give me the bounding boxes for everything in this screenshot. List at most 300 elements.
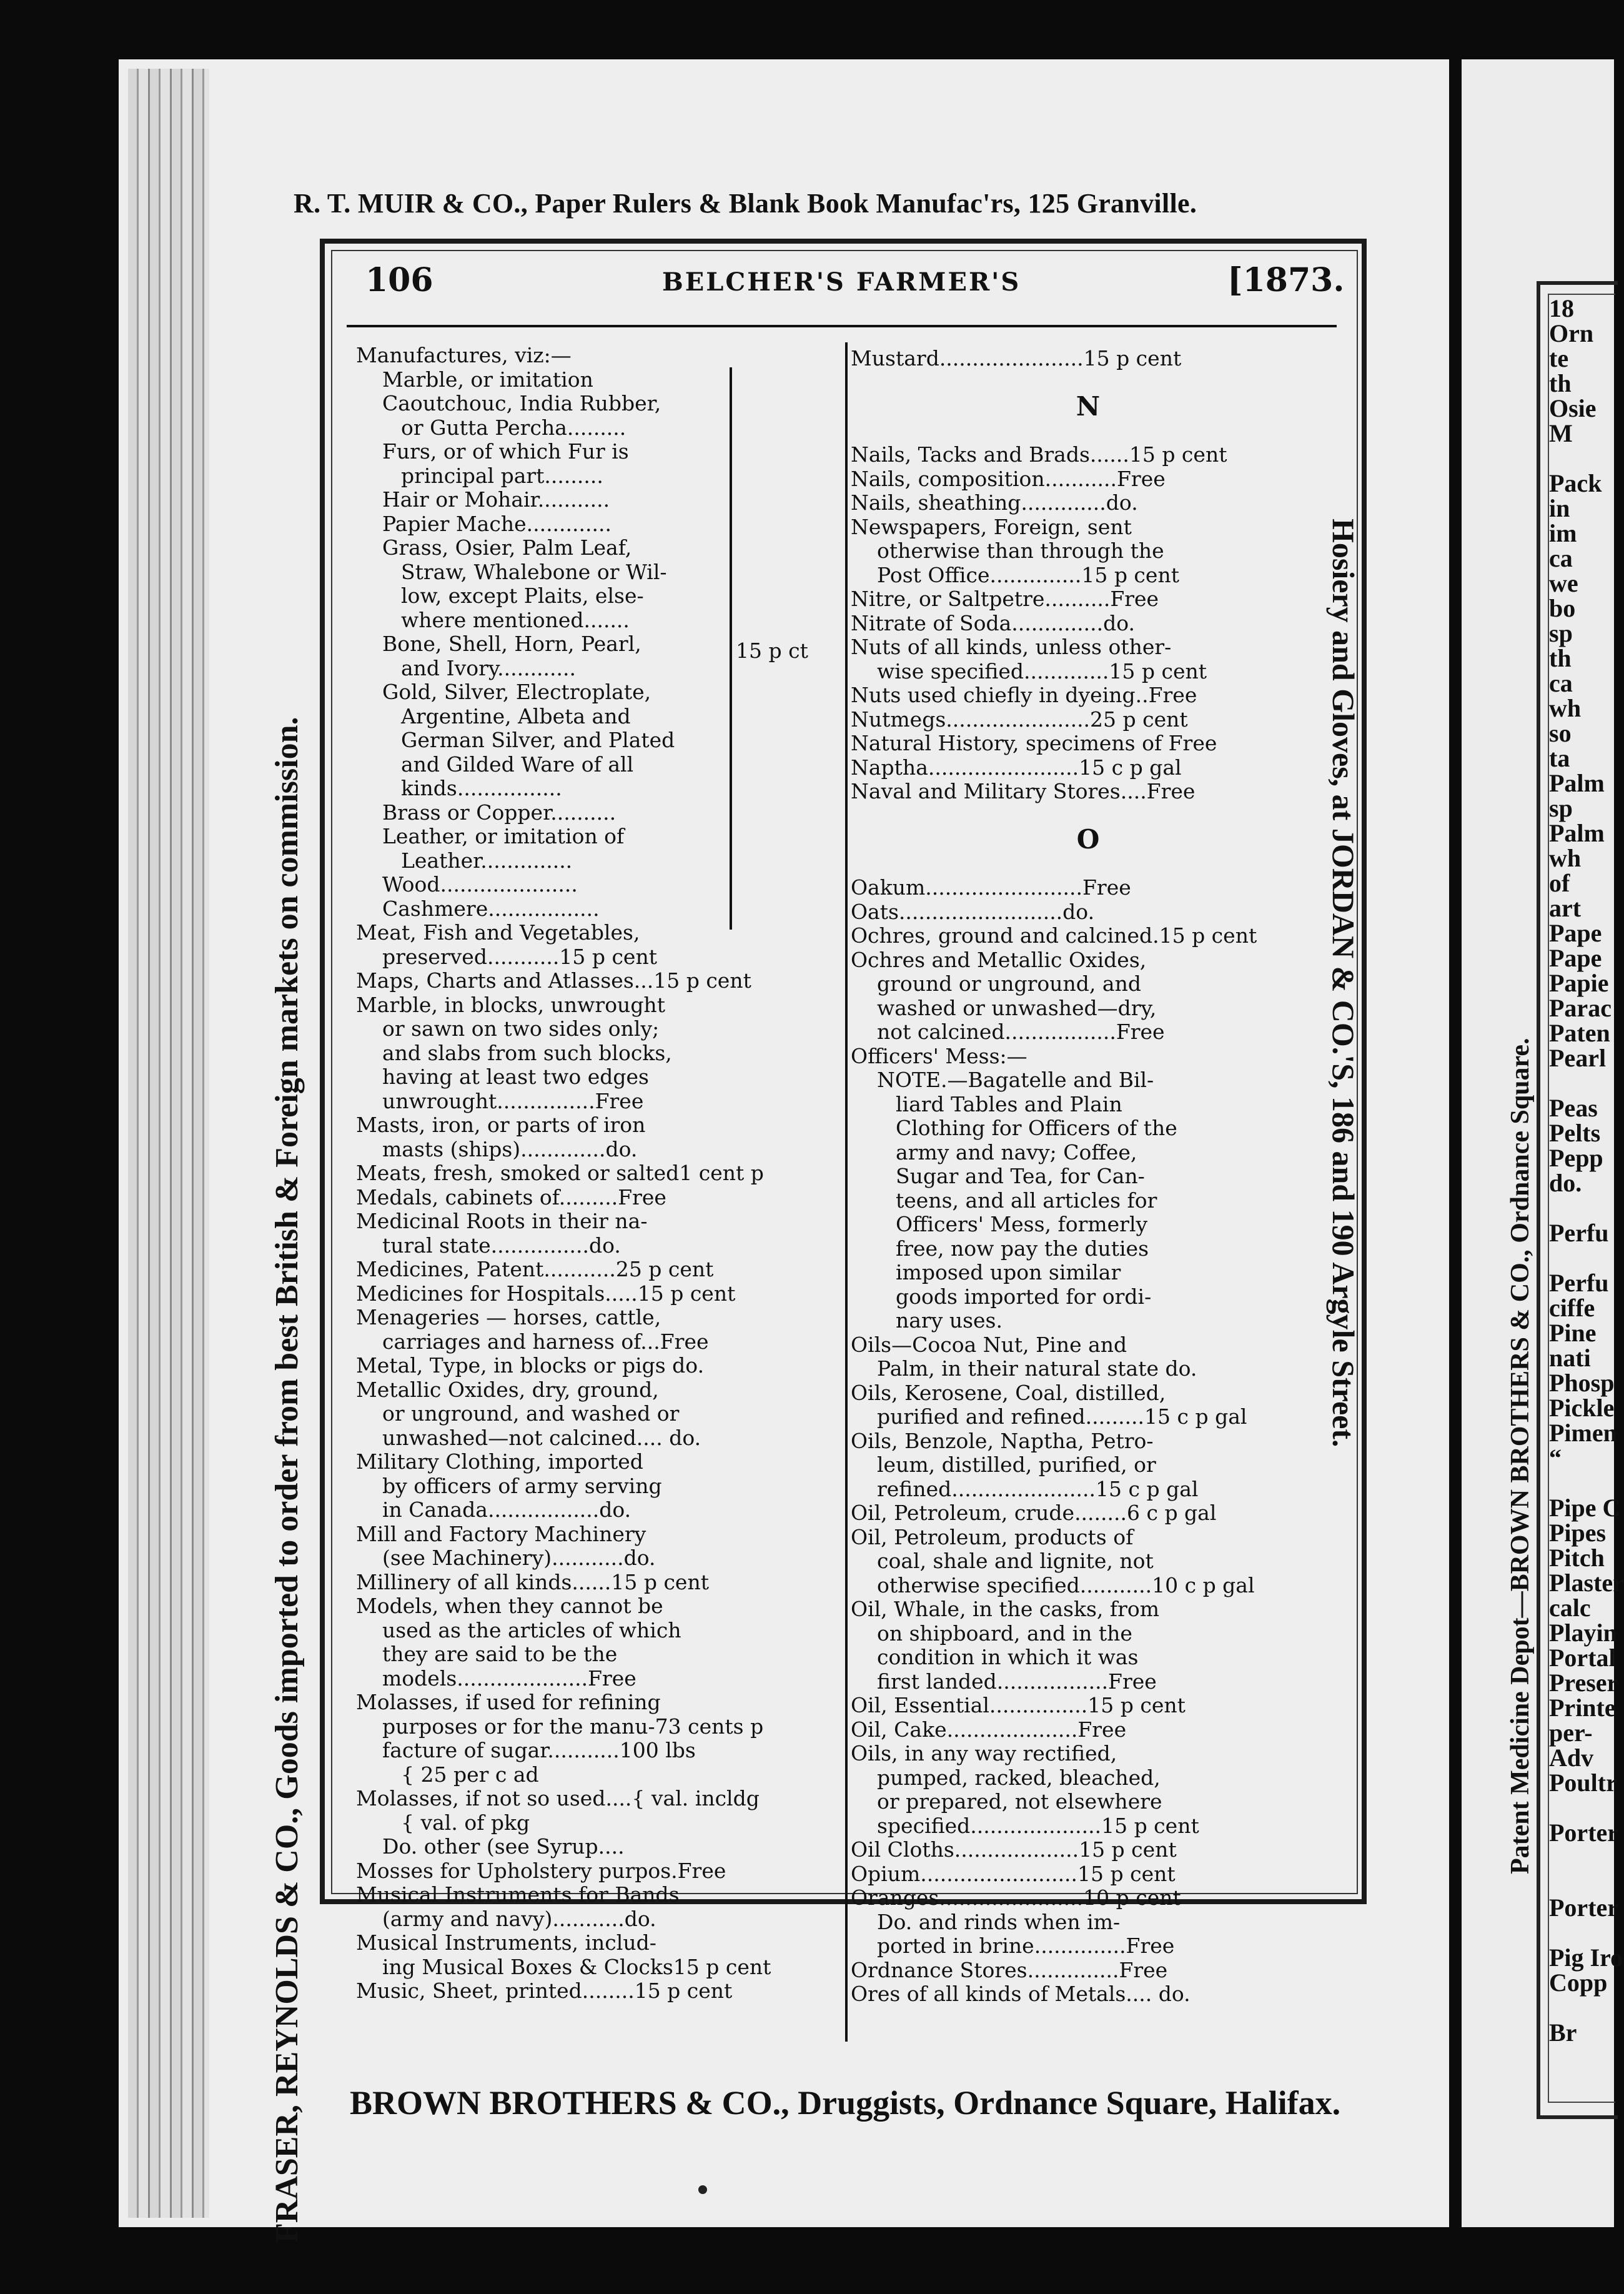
tariff-entry xyxy=(851,1116,1325,1141)
tariff-entry xyxy=(356,1642,818,1667)
manufactures-brace-value: 15 p ct xyxy=(736,638,808,663)
next-page-fragment: nati xyxy=(1549,1344,1591,1372)
next-page-fragment: calc xyxy=(1549,1594,1591,1622)
tariff-entry xyxy=(851,1718,1325,1742)
tariff-entry xyxy=(356,1090,818,1114)
tariff-entry xyxy=(356,1835,818,1859)
ink-speck xyxy=(698,2185,707,2194)
section-letter xyxy=(851,824,1325,855)
next-page-fragment: Palm xyxy=(1549,819,1605,847)
entry-text: Nails, composition...........Free xyxy=(851,466,1166,491)
entry-text: Masts, iron, or parts of iron xyxy=(356,1113,646,1137)
right-column xyxy=(851,347,1325,2007)
entry-text: Medals, cabinets of.........Free xyxy=(356,1184,666,1209)
tariff-entry xyxy=(851,1285,1325,1309)
next-page-fragment: Pepp xyxy=(1549,1144,1603,1172)
entry-text: Mill and Factory Machinery xyxy=(356,1521,646,1546)
tariff-entry xyxy=(851,683,1325,708)
tariff-entry xyxy=(356,1546,818,1571)
top-advertisement: R. T. MUIR & CO., Paper Rulers & Blank Book Manufac'rs, 125 Granville. xyxy=(294,188,1197,219)
entry-text: Manufactures, viz:— xyxy=(356,343,572,367)
tariff-entry xyxy=(851,924,1325,948)
entry-text: Naval and Military Stores....Free xyxy=(851,779,1196,803)
next-page-fragment: Portal xyxy=(1549,1644,1616,1672)
tariff-entry xyxy=(851,780,1325,804)
entry-text: Millinery of all kinds......15 p cent xyxy=(356,1569,709,1594)
next-page-fragment: Pipe C xyxy=(1549,1494,1621,1522)
tariff-entry xyxy=(356,344,818,368)
next-page-fragment: 18 xyxy=(1549,294,1574,322)
entry-text: Nails, Tacks and Brads......15 p cent xyxy=(851,442,1227,467)
tariff-entry xyxy=(851,1766,1325,1790)
tariff-entry xyxy=(851,1357,1325,1381)
next-page-fragment: Pipes xyxy=(1549,1519,1607,1547)
entry-text: Nutmegs......................25 p cent xyxy=(851,707,1188,732)
entry-text: not calcined.................Free xyxy=(877,1020,1165,1044)
entry-text: Argentine, Albeta and xyxy=(401,703,631,728)
tariff-entry xyxy=(356,1474,818,1499)
entry-text: used as the articles of which xyxy=(382,1617,681,1642)
tariff-entry xyxy=(356,825,818,849)
next-page-fragment: Printe xyxy=(1549,1694,1616,1722)
tariff-entry xyxy=(851,1574,1325,1598)
tariff-entry xyxy=(851,1959,1325,1983)
tariff-entry xyxy=(851,515,1325,540)
page-number: 106 xyxy=(365,261,433,299)
tariff-entry xyxy=(851,564,1325,588)
entry-text: (army and navy)...........do. xyxy=(382,1906,656,1931)
entry-text: coal, shale and lignite, not xyxy=(877,1549,1154,1573)
tariff-entry xyxy=(356,440,818,464)
tariff-entry xyxy=(356,608,818,633)
tariff-entry xyxy=(851,1477,1325,1502)
entry-text: Nuts of all kinds, unless other- xyxy=(851,635,1172,659)
tariff-entry xyxy=(851,948,1325,973)
tariff-entry xyxy=(356,680,818,705)
tariff-entry xyxy=(851,1622,1325,1646)
entry-text: facture of sugar...........100 lbs xyxy=(382,1738,696,1762)
entry-text: Music, Sheet, printed........15 p cent xyxy=(356,1979,733,2003)
left-column xyxy=(356,344,818,2004)
tariff-entry xyxy=(356,849,818,873)
tariff-entry xyxy=(356,1282,818,1306)
tariff-entry xyxy=(851,1141,1325,1165)
entry-text: Gold, Silver, Electroplate, xyxy=(382,680,651,704)
right-vertical-advertisement-brown: Patent Medicine Depot—BROWN BROTHERS & CO., Ordnance Square. xyxy=(1506,1038,1535,1874)
next-page-fragment: wh xyxy=(1549,844,1582,872)
next-page-fragment: Porter xyxy=(1549,1819,1619,1847)
entry-text: Nitre, or Saltpetre..........Free xyxy=(851,587,1159,611)
tariff-entry xyxy=(851,660,1325,684)
entry-text: in Canada.................do. xyxy=(382,1497,631,1522)
entry-text: kinds................ xyxy=(401,776,562,800)
next-page-fragment: ca xyxy=(1549,669,1573,697)
entry-text: Leather, or imitation of xyxy=(382,824,625,848)
page-edge-binding xyxy=(128,69,209,2218)
tariff-entry xyxy=(356,584,818,608)
entry-text: carriages and harness of...Free xyxy=(382,1329,709,1354)
entry-text: Leather.............. xyxy=(401,848,573,873)
tariff-entry xyxy=(851,1429,1325,1454)
tariff-entry xyxy=(851,1189,1325,1213)
entry-text: { 25 per c ad xyxy=(401,1762,539,1787)
entry-text: Ochres, ground and calcined.15 p cent xyxy=(851,923,1257,948)
entry-text: otherwise specified...........10 c p gal xyxy=(877,1572,1255,1597)
entry-text: Ores of all kinds of Metals.... do. xyxy=(851,1982,1191,2006)
entry-text: Nails, sheathing.............do. xyxy=(851,490,1138,515)
tariff-entry xyxy=(851,708,1325,732)
next-page-fragment: Pig Iro xyxy=(1549,1944,1623,1972)
tariff-entry xyxy=(851,1934,1325,1959)
tariff-entry xyxy=(356,873,818,897)
next-page-fragment: ciffe xyxy=(1549,1294,1595,1322)
entry-text: Bone, Shell, Horn, Pearl, xyxy=(382,632,641,656)
entry-text: condition in which it was xyxy=(877,1645,1139,1669)
entry-text: Models, when they cannot be xyxy=(356,1594,663,1618)
tariff-entry xyxy=(356,728,818,753)
tariff-entry xyxy=(356,1498,818,1522)
entry-text: Medicines, Patent...........25 p cent xyxy=(356,1257,714,1281)
entry-text: Oil, Petroleum, crude........6 c p gal xyxy=(851,1501,1217,1525)
entry-text: liard Tables and Plain xyxy=(896,1091,1122,1116)
next-page-fragment: Perfu xyxy=(1549,1219,1609,1247)
tariff-entry xyxy=(851,1814,1325,1839)
right-vertical-advertisement-jordan: Hosiery and Gloves, at JORDAN & CO.'S, 186 and 190 Argyle Street. xyxy=(1326,519,1361,1447)
entry-text: by officers of army serving xyxy=(382,1473,662,1498)
entry-text: otherwise than through the xyxy=(877,539,1164,563)
next-page-fragment: “ xyxy=(1549,1444,1562,1472)
tariff-entry xyxy=(356,1113,818,1138)
next-page-fragment: ta xyxy=(1549,744,1570,772)
tariff-entry xyxy=(356,488,818,512)
tariff-entry xyxy=(851,587,1325,612)
next-page-fragment: Copp xyxy=(1549,1969,1608,1997)
tariff-entry xyxy=(356,1907,818,1932)
entry-text: O xyxy=(1076,824,1100,855)
entry-text: or unground, and washed or xyxy=(382,1401,680,1426)
tariff-entry xyxy=(851,732,1325,756)
entry-text: NOTE.—Bagatelle and Bil- xyxy=(877,1068,1154,1092)
entry-text: free, now pay the duties xyxy=(896,1236,1149,1261)
next-page-fragment: Parac xyxy=(1549,994,1612,1022)
entry-text: Medicines for Hospitals.....15 p cent xyxy=(356,1281,736,1306)
tariff-entry xyxy=(851,1309,1325,1333)
entry-text: Do. and rinds when im- xyxy=(877,1909,1121,1934)
entry-text: Caoutchouc, India Rubber, xyxy=(382,391,661,415)
tariff-entry xyxy=(356,512,818,537)
entry-text: models....................Free xyxy=(382,1666,636,1691)
entry-text: principal part......... xyxy=(401,463,603,488)
tariff-entry xyxy=(356,368,818,392)
entry-text: Ordnance Stores..............Free xyxy=(851,1957,1168,1982)
tariff-entry xyxy=(356,993,818,1018)
tariff-entry xyxy=(356,536,818,560)
tariff-entry xyxy=(356,1426,818,1451)
tariff-entry xyxy=(851,1790,1325,1814)
tariff-entry xyxy=(851,756,1325,780)
bottom-advertisement: BROWN BROTHERS & CO., Druggists, Ordnance Square, Halifax. xyxy=(350,2084,1341,2122)
entry-text: Officers' Mess:— xyxy=(851,1043,1027,1068)
next-page-fragment: Pape xyxy=(1549,944,1602,972)
tariff-entry xyxy=(851,1164,1325,1189)
tariff-entry xyxy=(851,1694,1325,1718)
entry-text: Officers' Mess, formerly xyxy=(896,1212,1148,1236)
tariff-entry xyxy=(851,852,1325,876)
next-page-fragment: in xyxy=(1549,494,1570,522)
tariff-entry xyxy=(356,1594,818,1619)
tariff-entry xyxy=(356,945,818,970)
entry-text: wise specified.............15 p cent xyxy=(877,658,1207,683)
tariff-entry xyxy=(356,632,818,657)
tariff-entry xyxy=(356,1955,818,1980)
next-page-fragment: Adv xyxy=(1549,1744,1594,1772)
tariff-entry xyxy=(356,1041,818,1066)
tariff-entry xyxy=(851,1020,1325,1045)
tariff-entry xyxy=(851,1549,1325,1574)
next-page-fragment: Pickle xyxy=(1549,1394,1615,1422)
entry-text: Oil, Petroleum, products of xyxy=(851,1524,1134,1549)
section-letter xyxy=(851,391,1325,422)
tariff-entry xyxy=(356,969,818,993)
tariff-entry xyxy=(851,1261,1325,1285)
entry-text: first landed.................Free xyxy=(877,1669,1157,1694)
entry-text: Brass or Copper.......... xyxy=(382,800,616,825)
entry-text: purposes or for the manu-73 cents p xyxy=(382,1714,764,1739)
tariff-entry xyxy=(851,539,1325,564)
tariff-entry xyxy=(356,1450,818,1474)
next-page-fragment: Playin xyxy=(1549,1619,1617,1647)
tariff-entry xyxy=(356,705,818,729)
tariff-entry xyxy=(356,753,818,777)
next-page-fragment: Porter xyxy=(1549,1894,1619,1922)
tariff-entry xyxy=(356,1017,818,1041)
tariff-entry xyxy=(356,1138,818,1162)
tariff-entry xyxy=(356,392,818,416)
entry-text: Musical Instruments for Bands xyxy=(356,1882,680,1907)
entry-text: and Gilded Ware of all xyxy=(401,752,634,777)
entry-text: Cashmere................. xyxy=(382,896,600,921)
tariff-entry xyxy=(356,1667,818,1691)
tariff-entry xyxy=(356,560,818,585)
tariff-entry xyxy=(356,1787,818,1811)
tariff-entry xyxy=(356,1186,818,1210)
header-rule xyxy=(347,325,1337,327)
entry-text: masts (ships).............do. xyxy=(382,1136,638,1161)
entry-text: pumped, racked, bleached, xyxy=(877,1765,1161,1790)
entry-text: Naptha.......................15 c p gal xyxy=(851,755,1182,780)
next-page-fragment: Orn xyxy=(1549,319,1594,347)
entry-text: Oils—Cocoa Nut, Pine and xyxy=(851,1332,1127,1357)
next-page-fragment: Perfu xyxy=(1549,1269,1609,1297)
tariff-entry xyxy=(356,1354,818,1378)
entry-text: Do. other (see Syrup.... xyxy=(382,1834,625,1859)
entry-text: ing Musical Boxes & Clocks15 p cent xyxy=(382,1954,771,1979)
entry-text: { val. of pkg xyxy=(401,1810,530,1835)
entry-text: where mentioned....... xyxy=(401,607,630,632)
tariff-entry xyxy=(356,921,818,945)
next-page-fragment: so xyxy=(1549,719,1572,747)
entry-text: Marble, in blocks, unwrought xyxy=(356,992,665,1017)
entry-text: Wood..................... xyxy=(382,872,578,896)
tariff-entry xyxy=(356,1234,818,1258)
tariff-entry xyxy=(851,1526,1325,1550)
tariff-entry xyxy=(356,416,818,440)
next-page-fragment: Br xyxy=(1549,2018,1577,2047)
tariff-entry xyxy=(851,1501,1325,1526)
entry-text: leum, distilled, purified, or xyxy=(877,1452,1156,1477)
tariff-entry xyxy=(851,612,1325,636)
entry-text: or Gutta Percha......... xyxy=(401,415,626,440)
entry-text: Mosses for Upholstery purpos.Free xyxy=(356,1858,726,1883)
entry-text: Clothing for Officers of the xyxy=(896,1116,1177,1140)
tariff-entry xyxy=(356,1330,818,1354)
tariff-entry xyxy=(851,1045,1325,1069)
running-title: BELCHER'S FARMER'S xyxy=(662,267,1021,297)
next-page-fragment: Phosp xyxy=(1549,1369,1615,1397)
entry-text: Musical Instruments, includ- xyxy=(356,1930,656,1955)
entry-text: Metallic Oxides, dry, ground, xyxy=(356,1377,659,1402)
tariff-entry xyxy=(356,1571,818,1595)
entry-text: preserved...........15 p cent xyxy=(382,944,657,969)
tariff-entry xyxy=(851,347,1325,371)
tariff-entry xyxy=(356,1402,818,1426)
tariff-entry xyxy=(851,467,1325,492)
entry-text: Menageries — horses, cattle, xyxy=(356,1305,661,1329)
entry-text: Oils, Kerosene, Coal, distilled, xyxy=(851,1380,1166,1405)
next-page-fragment: of xyxy=(1549,869,1570,897)
tariff-entry xyxy=(851,1453,1325,1477)
tariff-entry xyxy=(851,635,1325,660)
tariff-entry xyxy=(851,1333,1325,1358)
next-page-fragment: th xyxy=(1549,369,1572,397)
tariff-entry xyxy=(851,1742,1325,1766)
tariff-entry xyxy=(356,1258,818,1282)
next-page-fragment: sp xyxy=(1549,619,1573,647)
next-page-fragment: Peas xyxy=(1549,1094,1598,1122)
next-page-fragment: Poultr xyxy=(1549,1769,1617,1797)
tariff-entry xyxy=(356,1979,818,2004)
left-vertical-advertisement: FRASER, REYNOLDS & CO., Goods imported to order from best British & Foreign markets on commission. xyxy=(269,717,305,2243)
entry-text: German Silver, and Plated xyxy=(401,728,675,752)
next-page-fragment: sp xyxy=(1549,794,1573,822)
next-page-fragment: Preser xyxy=(1549,1669,1618,1697)
next-page-fragment: Palm xyxy=(1549,769,1605,797)
entry-text: Palm, in their natural state do. xyxy=(877,1356,1197,1381)
next-page-fragment: Papie xyxy=(1549,969,1609,997)
tariff-entry xyxy=(356,801,818,825)
entry-text: ground or unground, and xyxy=(877,971,1141,996)
tariff-entry xyxy=(851,1213,1325,1237)
tariff-entry xyxy=(356,657,818,681)
entry-text: or sawn on two sides only; xyxy=(382,1016,660,1041)
next-page-fragment: we xyxy=(1549,569,1578,597)
entry-text: Sugar and Tea, for Can- xyxy=(896,1164,1145,1188)
entry-text: Oils, in any way rectified, xyxy=(851,1741,1117,1765)
entry-text: Mustard......................15 p cent xyxy=(851,346,1182,370)
entry-text: ported in brine..............Free xyxy=(877,1934,1175,1958)
entry-text: they are said to be the xyxy=(382,1642,618,1666)
entry-text: refined......................15 c p gal xyxy=(877,1476,1199,1501)
entry-text: tural state...............do. xyxy=(382,1233,621,1258)
entry-text: Newspapers, Foreign, sent xyxy=(851,514,1132,539)
tariff-entry xyxy=(851,1381,1325,1406)
entry-text: Ochres and Metallic Oxides, xyxy=(851,947,1147,972)
entry-text: Oats.........................do. xyxy=(851,899,1095,924)
next-page-fragment: Pape xyxy=(1549,919,1602,947)
entry-text: unwrought...............Free xyxy=(382,1088,644,1113)
next-page-fragment: Plaster xyxy=(1549,1569,1624,1597)
entry-text: and slabs from such blocks, xyxy=(382,1040,672,1065)
entry-text: purified and refined.........15 c p gal xyxy=(877,1404,1247,1429)
column-divider xyxy=(845,342,848,2042)
tariff-entry xyxy=(851,972,1325,996)
entry-text: Maps, Charts and Atlasses...15 p cent xyxy=(356,968,751,993)
tariff-entry xyxy=(851,1862,1325,1887)
entry-text: Oakum........................Free xyxy=(851,875,1131,900)
next-page-fragment: do. xyxy=(1549,1169,1582,1197)
entry-text: imposed upon similar xyxy=(896,1260,1121,1284)
entry-text: Military Clothing, imported xyxy=(356,1449,643,1474)
tariff-entry xyxy=(851,1910,1325,1935)
entry-text: (see Machinery)...........do. xyxy=(382,1546,656,1570)
next-page-fragment: Pitch xyxy=(1549,1544,1605,1572)
entry-text: Meats, fresh, smoked or salted1 cent p xyxy=(356,1161,764,1185)
entry-text: Nuts used chiefly in dyeing..Free xyxy=(851,683,1197,707)
next-page-fragment: Paten xyxy=(1549,1019,1610,1047)
entry-text: low, except Plaits, else- xyxy=(401,583,644,608)
entry-text: Oil Cloths...................15 p cent xyxy=(851,1837,1177,1862)
tariff-entry xyxy=(356,1619,818,1643)
entry-text: Oils, Benzole, Naptha, Petro- xyxy=(851,1428,1154,1453)
tariff-entry xyxy=(851,1670,1325,1694)
entry-text: Natural History, specimens of Free xyxy=(851,731,1217,755)
entry-text: Oil, Cake....................Free xyxy=(851,1717,1127,1742)
tariff-entry xyxy=(851,1068,1325,1093)
tariff-entry xyxy=(851,419,1325,444)
tariff-entry xyxy=(356,1931,818,1955)
entry-text: or prepared, not elsewhere xyxy=(877,1789,1162,1814)
tariff-entry xyxy=(356,777,818,801)
entry-text: N xyxy=(1076,391,1101,422)
tariff-entry xyxy=(356,897,818,921)
next-page-fragment: Pine xyxy=(1549,1319,1597,1347)
next-page-fragment: te xyxy=(1549,344,1569,372)
next-page-fragment: bo xyxy=(1549,594,1576,622)
entry-text: Straw, Whalebone or Wil- xyxy=(401,559,667,584)
entry-text: Nitrate of Soda..............do. xyxy=(851,610,1136,635)
entry-text: having at least two edges xyxy=(382,1065,649,1089)
tariff-entry xyxy=(356,1065,818,1090)
tariff-entry xyxy=(851,1982,1325,2007)
next-page-fragment: Pearl xyxy=(1549,1044,1607,1072)
entry-text: Oil, Whale, in the casks, from xyxy=(851,1597,1160,1621)
next-page-fragment: per- xyxy=(1549,1719,1593,1747)
entry-text: Marble, or imitation xyxy=(382,367,593,392)
tariff-entry xyxy=(356,1739,818,1763)
next-page-fragment: th xyxy=(1549,644,1572,672)
tariff-entry xyxy=(356,464,818,489)
entry-text: Post Office..............15 p cent xyxy=(877,562,1179,587)
tariff-entry xyxy=(356,1161,818,1186)
entry-text: Metal, Type, in blocks or pigs do. xyxy=(356,1353,705,1378)
tariff-entry xyxy=(851,900,1325,925)
entry-text: nary uses. xyxy=(896,1308,1003,1333)
tariff-entry xyxy=(356,1859,818,1884)
entry-text: Medicinal Roots in their na- xyxy=(356,1209,648,1233)
entry-text: Molasses, if used for refining xyxy=(356,1690,661,1714)
entry-text: unwashed—not calcined.... do. xyxy=(382,1425,701,1450)
next-page-fragment: Pack xyxy=(1549,469,1602,497)
